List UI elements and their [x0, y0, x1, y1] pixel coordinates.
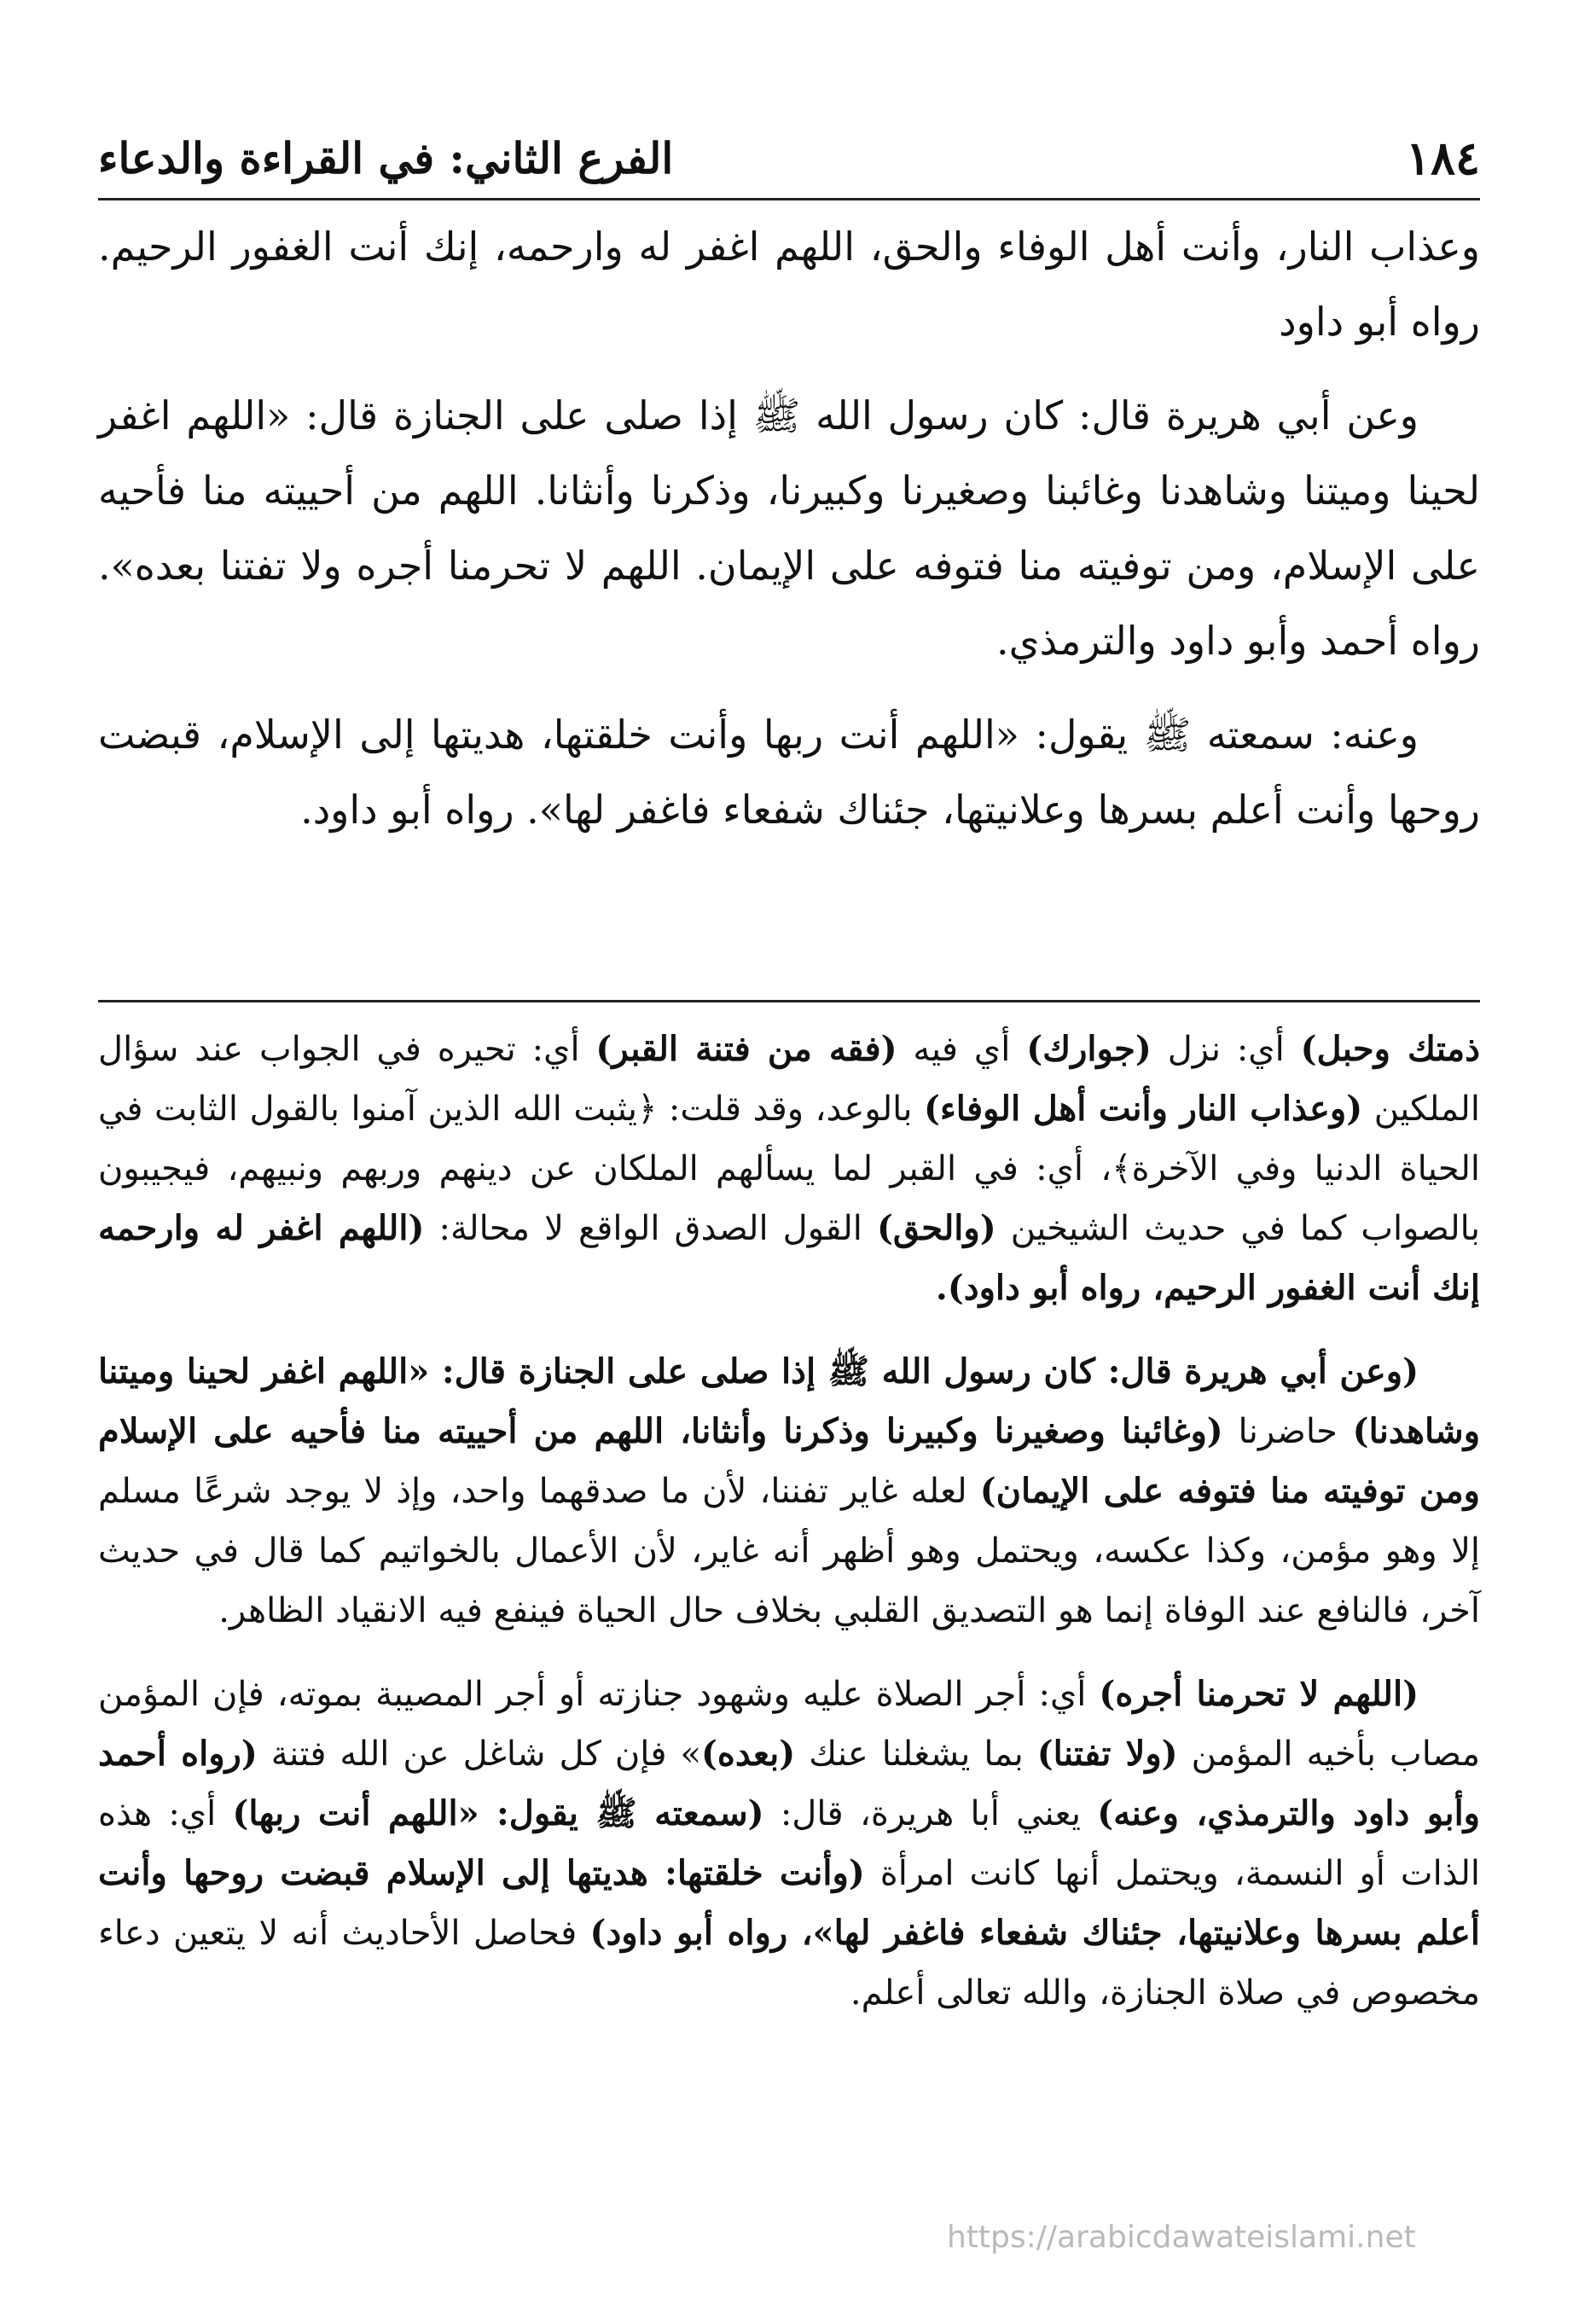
main-paragraph-1: وعذاب النار، وأنت أهل الوفاء والحق، اللهم اغفر له وارحمه، إنك أنت الغفور الرحيم. رواه أبو داود: [98, 224, 1480, 345]
quoted-text: (سمعته ﷺ يقول: «اللهم أنت ربها): [232, 1793, 764, 1833]
commentary-text: أي فيه: [897, 1030, 1027, 1069]
commentary-text: أي: تحيره في الجواب عند سؤال الملكين: [98, 1030, 1480, 1129]
commentary-paragraph-2: [98, 1342, 1480, 1641]
footnote-separator: [98, 1000, 1480, 1002]
quoted-text: (وعذاب النار وأنت أهل الوفاء): [924, 1089, 1363, 1129]
running-title: الفرع الثاني: في القراءة والدعاء: [98, 132, 674, 183]
quoted-text: (بعده): [700, 1734, 796, 1774]
page-header: [98, 119, 1480, 196]
main-paragraph-3: وعنه: سمعته ﷺ يقول: «اللهم أنت ربها وأنت خلقتها، هديتها إلى الإسلام، قبضت روحها وأنت أعلم بسرها وعلانيتها، جئناك شفعاء فاغفر لها». رواه أبو داود.: [98, 712, 1480, 833]
quoted-text: (جوارك): [1026, 1029, 1152, 1069]
commentary-text: أي: أجر الصلاة عليه وشهود جنازته أو أجر المصيبة بموته، فإن المؤمن مصاب بأخيه المؤمن: [98, 1675, 1480, 1774]
main-text: [98, 209, 1480, 866]
commentary-text: أي: نزل: [1151, 1030, 1301, 1069]
quoted-text: ذمتك وحبل): [1300, 1029, 1481, 1069]
commentary-text: لعله غاير تفننا، لأن ما صدقهما واحد، وإذ لا يوجد شرعًا مسلم إلا وهو مؤمن، وكذا عكسه، ويحتمل وهو أظهر أنه غاير، لأن الأعمال بالخواتيم كما قال في حديث آخر، فالنافع عند الوفاة إنما هو التصديق القلبي بخلاف حال الحياة فينفع فيه الانقياد الظاهر.: [98, 1472, 1480, 1630]
main-paragraph-2: وعن أبي هريرة قال: كان رسول الله ﷺ إذا صلى على الجنازة قال: «اللهم اغفر لحينا وميتنا وشاهدنا وغائبنا وصغيرنا وكبيرنا، وذكرنا وأنثانا. اللهم من أحييته منا فأحيه على الإسلام، ومن توفيته منا فتوفه على الإيمان. اللهم لا تحرمنا أجره ولا تفتنا بعده». رواه أحمد وأبو داود والترمذي.: [98, 392, 1480, 664]
quoted-text: (فقه من فتنة القبر): [595, 1029, 897, 1069]
quoted-text: (وعن أبي هريرة قال: كان رسول الله ﷺ إذا صلى على الجنازة قال: «اللهم اغفر لحينا وميتنا وشاهدنا): [98, 1351, 1481, 1451]
commentary-text: حاضرنا: [1222, 1412, 1353, 1451]
quoted-text: (اللهم اغفر له وارحمه إنك أنت الغفور الرحيم، رواه أبو داود).: [98, 1208, 1480, 1308]
commentary-paragraph-1: [98, 1020, 1480, 1318]
quoted-text: (اللهم لا تحرمنا أجره): [1099, 1674, 1419, 1714]
commentary: [98, 1020, 1480, 2047]
quoted-text: (وغائبنا وصغيرنا وكبيرنا وذكرنا وأنثانا، اللهم من أحييته منا فأحيه على الإسلام ومن توفيته منا فتوفه على الإيمان): [98, 1411, 1481, 1511]
commentary-text: بالوعد، وقد قلت: ﴿يثبت الله الذين آمنوا بالقول الثابت في الحياة الدنيا وفي الآخرة﴾، أي: في القبر لما يسألهم الملكان عن دينهم وربهم ونبيهم، فيجيبون بالصواب كما في حديث الشيخين: [98, 1089, 1480, 1248]
commentary-text: » فإن كل شاغل عن الله فتنة: [257, 1734, 701, 1774]
commentary-text: أي: هذه الذات أو النسمة، ويحتمل أنها كانت امرأة: [98, 1794, 1480, 1893]
quoted-text: (ولا تفتنا): [1036, 1734, 1178, 1774]
quoted-text: (والحق): [876, 1208, 996, 1248]
commentary-text: فحاصل الأحاديث أنه لا يتعين دعاء مخصوص في صلاة الجنازة، والله تعالى أعلم.: [98, 1914, 1480, 2013]
watermark-url: https://arabicdawateislami.net: [947, 2220, 1416, 2255]
page-number: ١٨٤: [1405, 131, 1480, 185]
commentary-text: القول الصدق الواقع لا محالة:: [424, 1209, 877, 1248]
commentary-text: يعني أبا هريرة، قال:: [763, 1794, 1098, 1833]
commentary-text: بما يشغلنا عنك: [795, 1734, 1037, 1774]
quoted-text: (وأنت خلقتها: هديتها إلى الإسلام قبضت روحها وأنت أعلم بسرها وعلانيتها، جئناك شفعاء فاغفر لها»، رواه أبو داود): [98, 1853, 1480, 1953]
quoted-text: (رواه أحمد وأبو داود والترمذي، وعنه): [98, 1734, 1481, 1833]
commentary-paragraph-3: [98, 1665, 1480, 2023]
header-rule: [98, 198, 1480, 200]
